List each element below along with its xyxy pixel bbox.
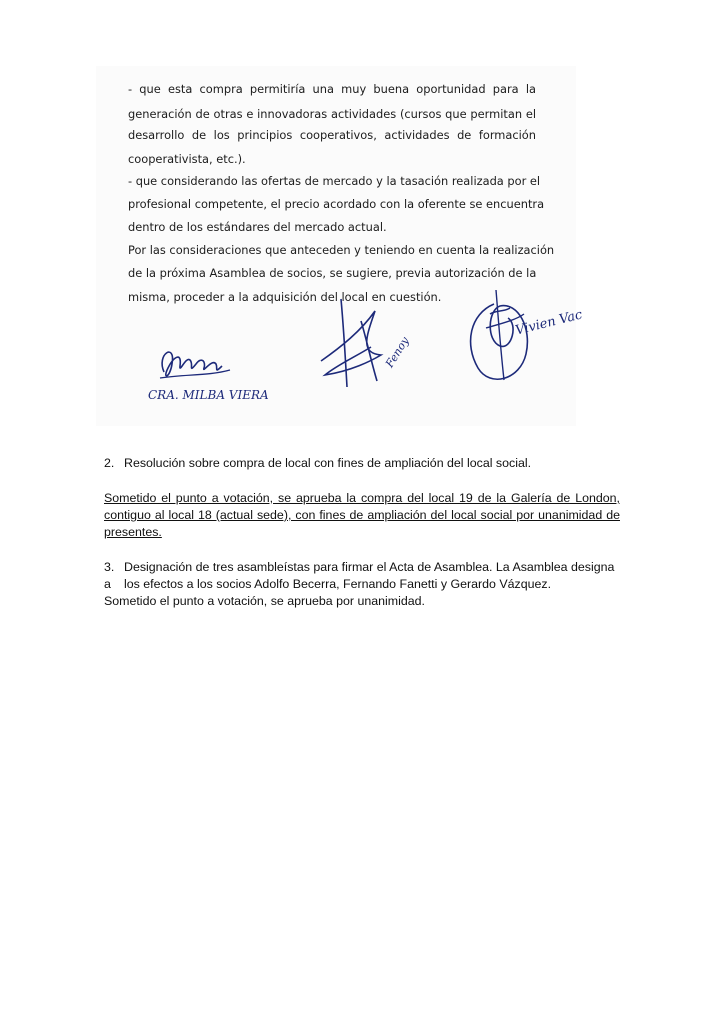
signature-2-caption: Fenoy [383, 334, 412, 370]
scan-line: dentro de los estándares del mercado actual. [128, 220, 387, 234]
scan-line: - que esta compra permitiría una muy buena oportunidad para la [128, 82, 536, 96]
scan-line: de la próxima Asamblea de socios, se sugiere, previa autorización de la [128, 266, 537, 280]
scanned-excerpt [96, 66, 584, 426]
item-3-number: 3. [104, 560, 115, 574]
scan-line: profesional competente, el precio acordado con la oferente se encuentra [128, 197, 545, 211]
item-3-line-2: los efectos a los socios Adolfo Becerra, Fernando Fanetti y Gerardo Vázquez. [124, 577, 552, 591]
signature-1-caption: CRA. MILBA VIERA [148, 388, 269, 402]
item-2-heading [104, 455, 620, 472]
item-2-vote-line-1: Sometido el punto a votación, se aprueba la compra del local 19 de la Galería de London, [104, 491, 620, 505]
signature-1 [146, 334, 276, 414]
item-3-text-1: Designación de tres asambleístas para firmar el Acta de Asamblea. La Asamblea designa a [104, 560, 615, 591]
item-2-vote-line-2: contiguo al local 18 (actual sede), con fines de ampliación del local social por unanimidad de [104, 508, 620, 522]
scan-line: - que considerando las ofertas de mercado y la tasación realizada por el [128, 174, 541, 188]
signature-2 [301, 291, 421, 401]
signature-1-scribble [146, 334, 276, 414]
scan-line: Por las consideraciones que anteceden y teniendo en cuenta la realización [128, 243, 555, 257]
item-3-vote: Sometido el punto a votación, se aprueba por unanimidad. [104, 594, 425, 608]
item-2-vote-line-3: presentes. [104, 525, 162, 539]
item-2-number: 2. [104, 456, 115, 470]
scan-line: cooperativista, etc.). [128, 152, 246, 166]
scan-line: desarrollo de los principios cooperativos, actividades de formación [128, 128, 536, 142]
signature-3 [460, 284, 584, 394]
scan-line: generación de otras e innovadoras actividades (cursos que permitan el [128, 107, 536, 121]
item-2-title: Resolución sobre compra de local con fines de ampliación del local social. [124, 456, 532, 470]
signature-3-caption: Vivien Vac [514, 307, 584, 339]
scan-line: misma, proceder a la adquisición del local en cuestión. [128, 290, 442, 304]
signature-3-scribble [460, 284, 580, 394]
